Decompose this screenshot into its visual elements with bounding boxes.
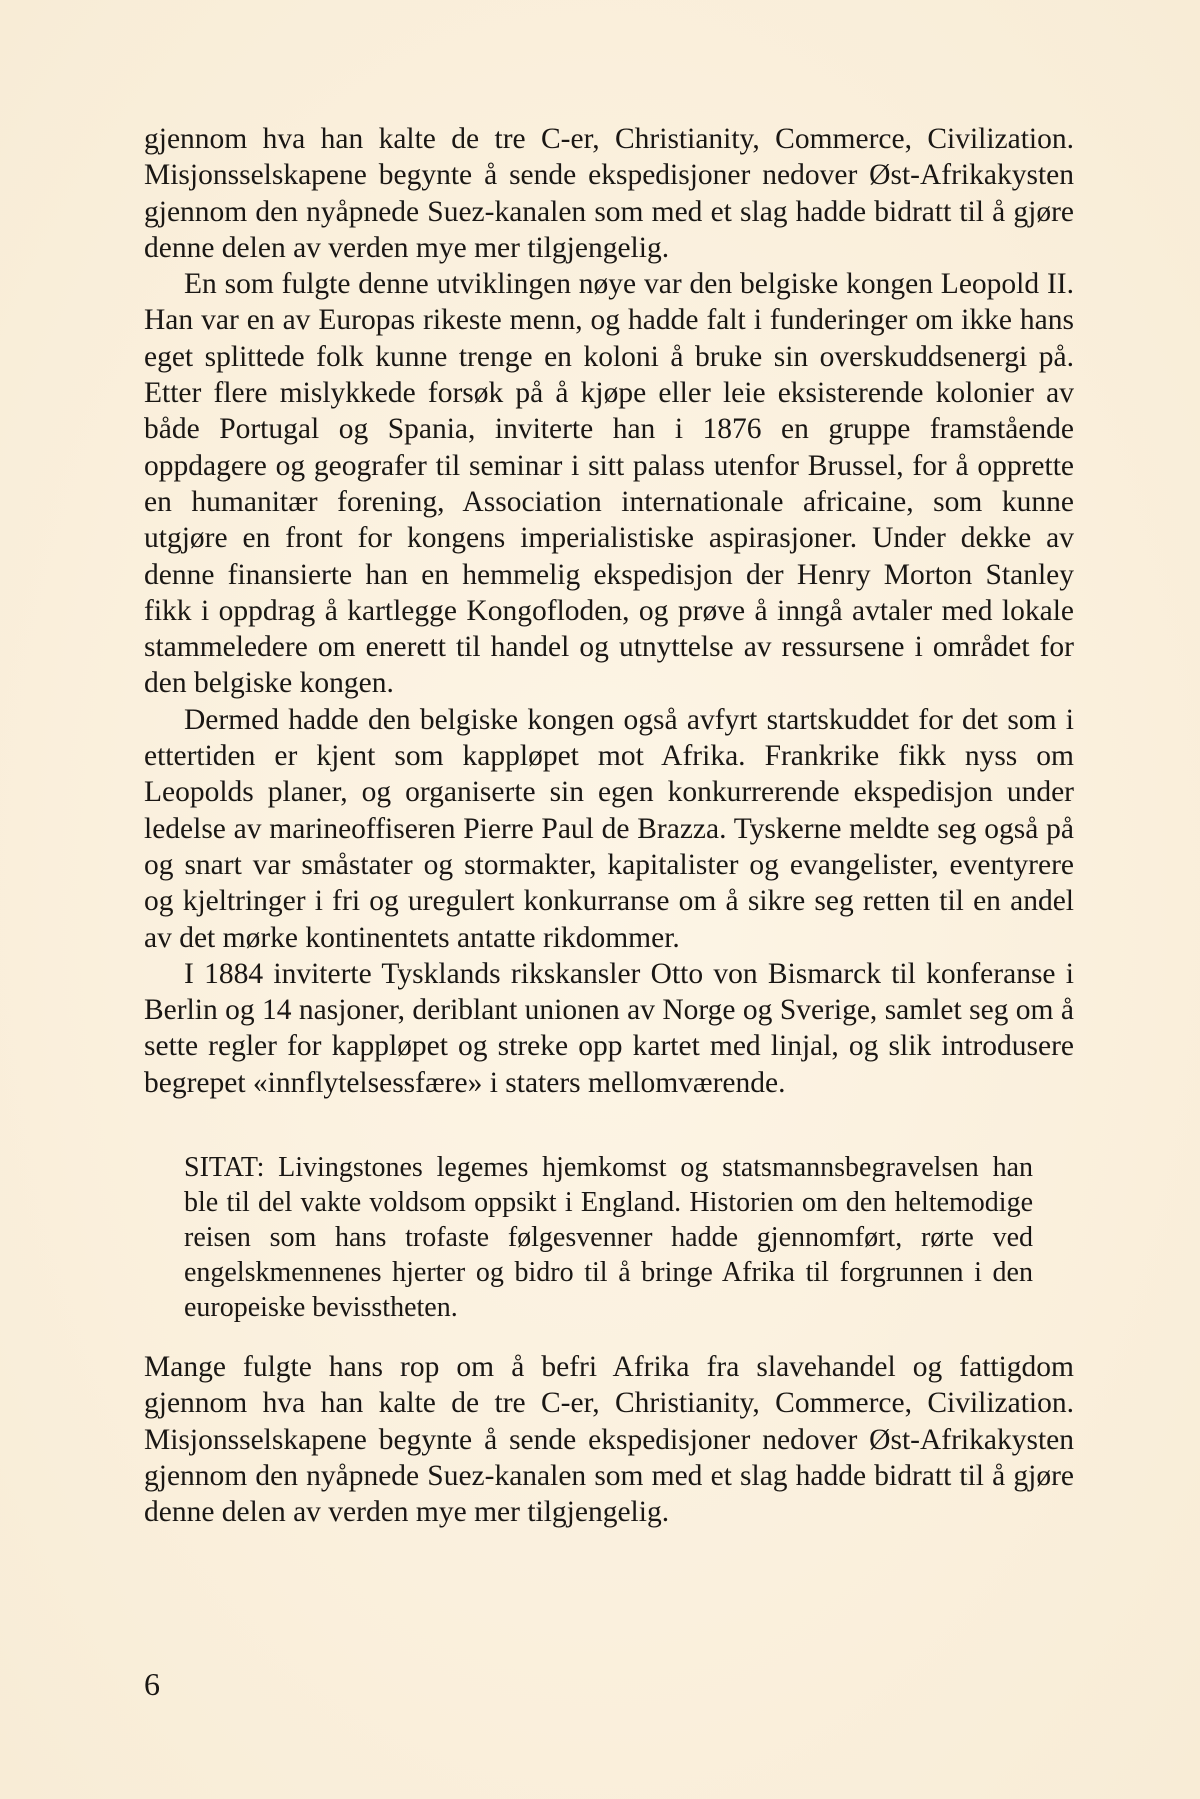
paragraph-scramble: Dermed hadde den belgiske kongen også avfyrt startskuddet for det som i ettertiden er kjent som kappløpet mot Afrika. Frankrike fikk nyss om Leopolds planer, og organiserte sin egen konkurrerende ekspedisjon under ledelse av marineoffiseren Pierre Paul de Brazza. Tyskerne meldte seg også på og snart var småstater og stormakter, kapitalister og evangelister, eventyrere og kjeltringer i fri og uregulert konkurranse om å sikre seg retten til en andel av det mørke kontinentets antatte rikdommer.: [144, 703, 1074, 954]
page-number: 6: [144, 1666, 160, 1702]
closing-text: [144, 1349, 1074, 1530]
paragraph-leopold: En som fulgte denne utviklingen nøye var den belgiske kongen Leopold II. Han var en av Europas rikeste menn, og hadde falt i funderinger om ikke hans eget splittede folk kunne trenge en koloni å bruke sin overskuddsenergi på. Etter flere mislykkede forsøk på å kjøpe eller leie eksisterende kolonier av både Portugal og Spania, inviterte han i 1876 en gruppe framstående oppdagere og geografer til seminar i sitt palass utenfor Brussel, for å opprette en humanitær forening, Association internationale africaine, som kunne utgjøre en front for kongens imperialistiske aspirasjoner. Under dekke av denne finansierte han en hemmelig ekspedisjon der Henry Morton Stanley fikk i oppdrag å kartlegge Kongofloden, og prøve å inngå avtaler med lokale stammeledere om enerett til handel og utnyttelse av ressursene i området for den belgiske kongen.: [144, 268, 1074, 700]
block-quote: SITAT: Livingstones legemes hjemkomst og statsmannsbegravelsen han ble til del vakte voldsom oppsikt i England. Historien om den heltemodige reisen som hans trofaste følgesvenner hadde gjennomført, rørte ved engelskmennenes hjerter og bidro til å bringe Afrika til forgrunnen i den europeiske bevisstheten.: [184, 1152, 1033, 1323]
paragraph-continued: gjennom hva han kalte de tre C-er, Christianity, Commerce, Civilization. Misjonsselskapene begynte å sende ekspedisjoner nedover Øst-Afrikakysten gjennom den nyåpnede Suez-kanalen som med et slag hadde bidratt til å gjøre denne delen av verden mye mer tilgjengelig.: [144, 123, 1074, 264]
body-text: [144, 121, 1074, 1101]
paragraph-berlin-conference: I 1884 inviterte Tysklands rikskansler Otto von Bismarck til konferanse i Berlin og 14 nasjoner, deriblant unionen av Norge og Sverige, samlet seg om å sette regler for kappløpet og streke opp kartet med linjal, og slik introdusere begrepet «innflytelsessfære» i staters mellomværende.: [144, 957, 1074, 1099]
paragraph-closing: Mange fulgte hans rop om å befri Afrika fra slavehandel og fattigdom gjennom hva han kalte de tre C-er, Christianity, Commerce, Civilization. Misjonsselskapene begynte å sende ekspedisjoner nedover Øst-Afrikakysten gjennom den nyåpnede Suez-kanalen som med et slag hadde bidratt til å gjøre denne delen av verden mye mer tilgjengelig.: [144, 1351, 1074, 1529]
